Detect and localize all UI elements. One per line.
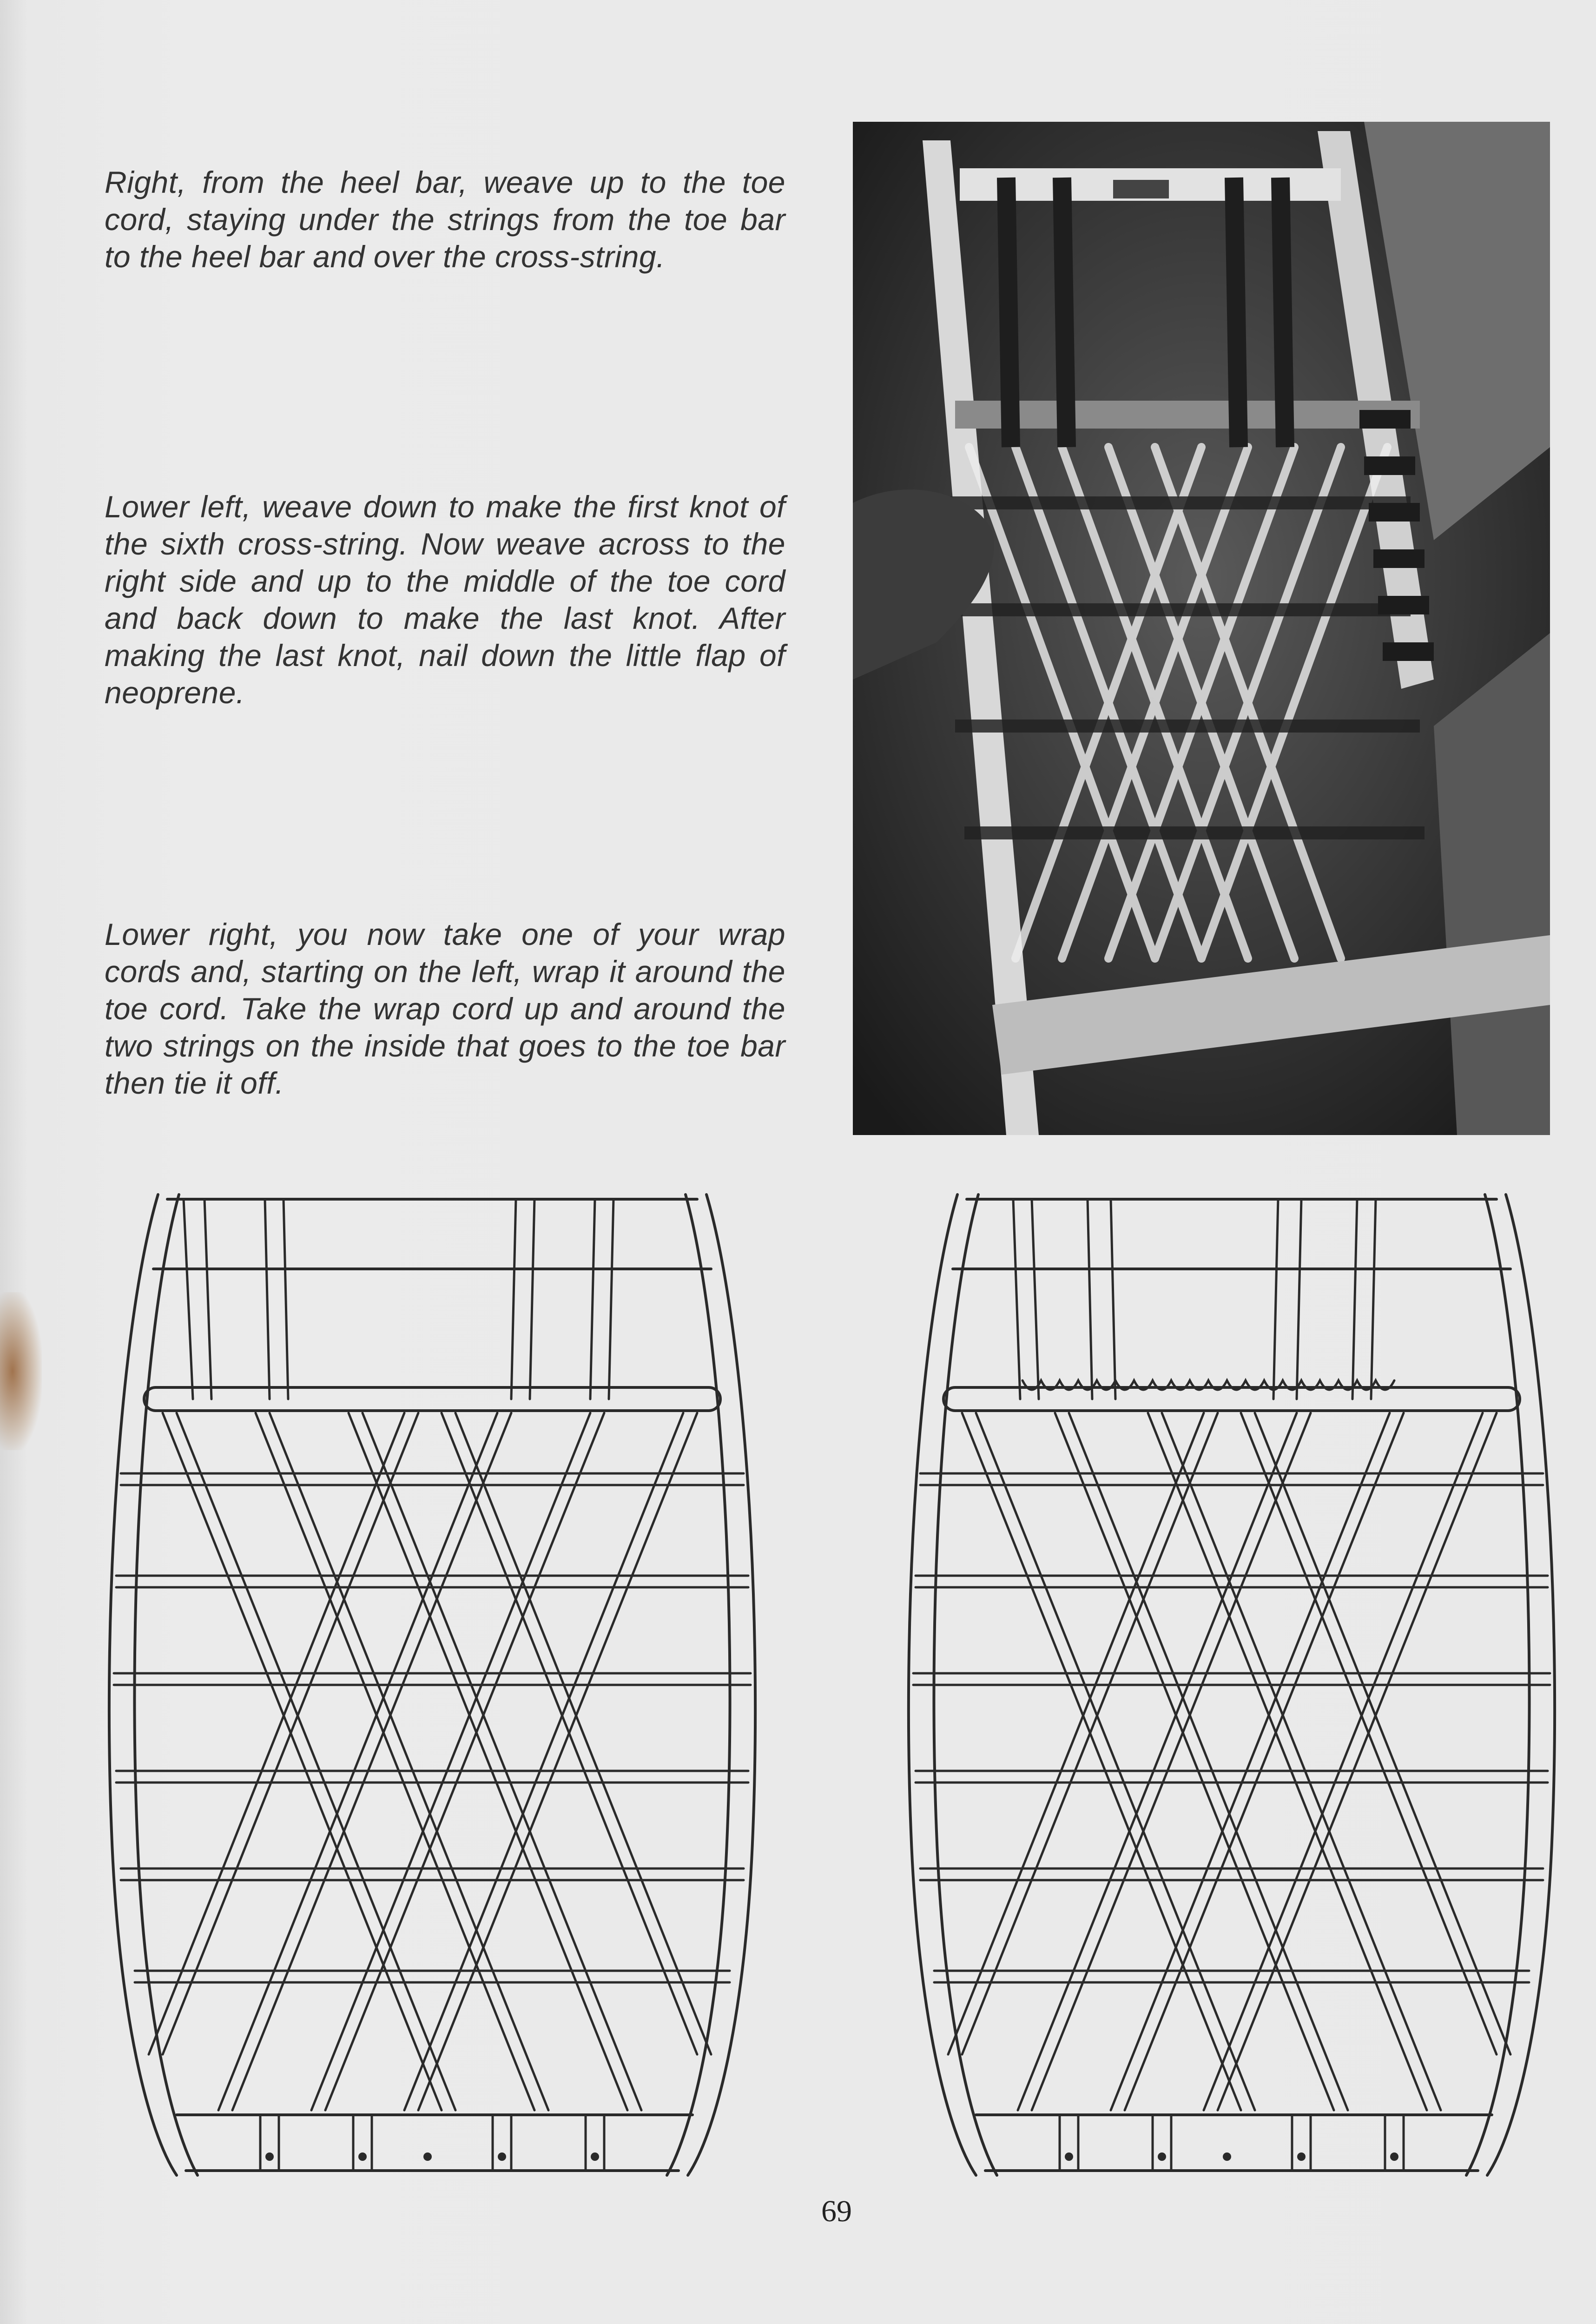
caption-lower-right: Lower right, you now take one of your wrap cords and, starting on the left, wrap it around the toe cord. Take the wrap cord up and around the two strings on the inside that goes to the toe bar then tie it off.: [105, 917, 785, 1100]
page-number: 69: [821, 2194, 852, 2228]
caption-right: Right, from the heel bar, weave up to the toe cord, staying under the strings from the toe bar to the heel bar and over the cross-string.: [105, 165, 785, 274]
caption-lower-left: Lower left, weave down to make the first knot of the sixth cross-string. Now weave across to the right side and up to the middle of the toe cord and back down to make the last knot. After making the last knot, nail down the little flap of neoprene.: [105, 489, 785, 710]
rust-stain: [0, 1292, 42, 1450]
weaving-photo: [853, 122, 1550, 1135]
snowshoe-diagram-right: [892, 1181, 1580, 2185]
snowshoe-diagram-left: [93, 1181, 781, 2185]
